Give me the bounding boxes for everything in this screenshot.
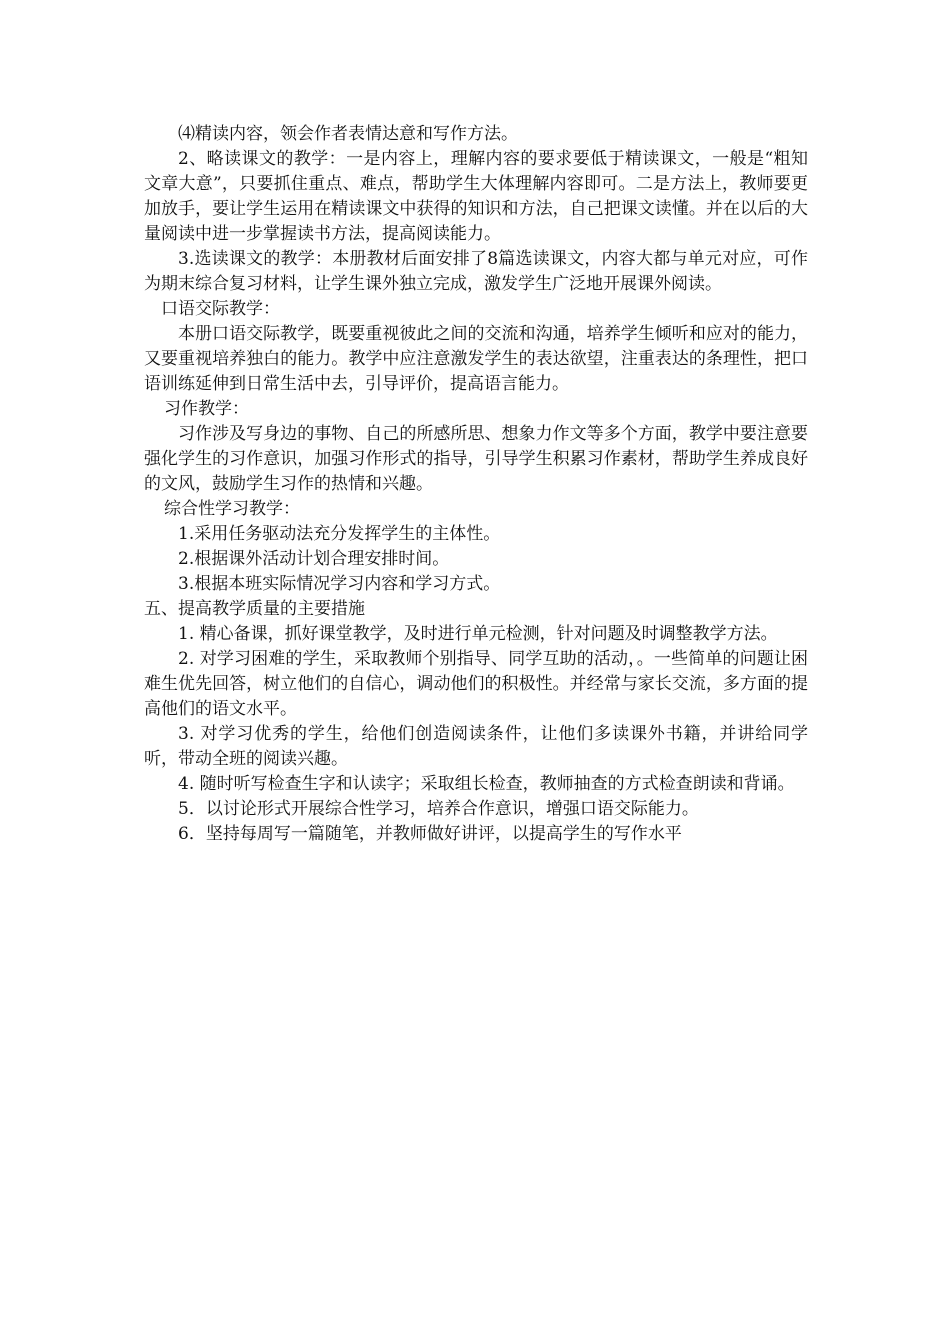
list-item-measure-3: 3. 对学习优秀的学生，给他们创造阅读条件，让他们多读课外书籍，并讲给同学听，带动全班的阅读兴趣。 bbox=[144, 724, 808, 769]
list-item-comprehensive-1: 1.采用任务驱动法充分发挥学生的主体性。 bbox=[178, 524, 501, 544]
paragraph-skim-reading: 2、略读课文的教学：一是内容上，理解内容的要求要低于精读课文，一般是“粗知文章大意”，只要抓住重点、难点，帮助学生大体理解内容即可。二是方法上，教师要更加放手，要让学生运用在精读课文中获得的知识和方法，自己把课文读懂。并在以后的大量阅读中进一步掌握读书方法，提高阅读能力。 bbox=[144, 149, 808, 244]
list-item-comprehensive-2: 2.根据课外活动计划合理安排时间。 bbox=[178, 549, 450, 569]
list-item-measure-2: 2. 对学习困难的学生，采取教师个别指导、同学互助的活动，。一些简单的问题让困难生优先回答，树立他们的自信心，调动他们的积极性。并经常与家长交流，多方面的提高他们的语文水平。 bbox=[144, 649, 808, 719]
heading-oral-communication: 口语交际教学： bbox=[161, 299, 280, 319]
paragraph-optional-reading: 3.选读课文的教学：本册教材后面安排了8篇选读课文，内容大都与单元对应，可作为期末综合复习材料，让学生课外独立完成，激发学生广泛地开展课外阅读。 bbox=[144, 249, 808, 294]
document-body bbox=[144, 122, 808, 847]
list-item-measure-6: 6．坚持每周写一篇随笔，并教师做好讲评，以提高学生的写作水平 bbox=[178, 824, 682, 844]
heading-writing: 习作教学： bbox=[164, 399, 249, 419]
list-item-measure-1: 1. 精心备课，抓好课堂教学，及时进行单元检测，针对问题及时调整教学方法。 bbox=[178, 624, 778, 644]
heading-comprehensive-learning: 综合性学习教学： bbox=[164, 499, 300, 519]
paragraph-writing: 习作涉及写身边的事物、自己的所感所思、想象力作文等多个方面，教学中要注意要强化学生的习作意识，加强习作形式的指导，引导学生积累习作素材，帮助学生养成良好的文风，鼓励学生习作的热情和兴趣。 bbox=[144, 424, 808, 494]
list-item-measure-4: 4. 随时听写检查生字和认读字；采取组长检查，教师抽查的方式检查朗读和背诵。 bbox=[178, 774, 795, 794]
section-heading-measures: 五、提高教学质量的主要措施 bbox=[144, 599, 365, 619]
paragraph-oral-communication: 本册口语交际教学，既要重视彼此之间的交流和沟通，培养学生倾听和应对的能力，又要重视培养独白的能力。教学中应注意激发学生的表达欲望，注重表达的条理性，把口语训练延伸到日常生活中去，引导评价，提高语言能力。 bbox=[144, 324, 808, 394]
list-item-comprehensive-3: 3.根据本班实际情况学习内容和学习方式。 bbox=[178, 574, 501, 594]
paragraph-intensive-reading-point: ⑷精读内容，领会作者表情达意和写作方法。 bbox=[178, 124, 518, 144]
list-item-measure-5: 5．以讨论形式开展综合性学习，培养合作意识，增强口语交际能力。 bbox=[178, 799, 699, 819]
